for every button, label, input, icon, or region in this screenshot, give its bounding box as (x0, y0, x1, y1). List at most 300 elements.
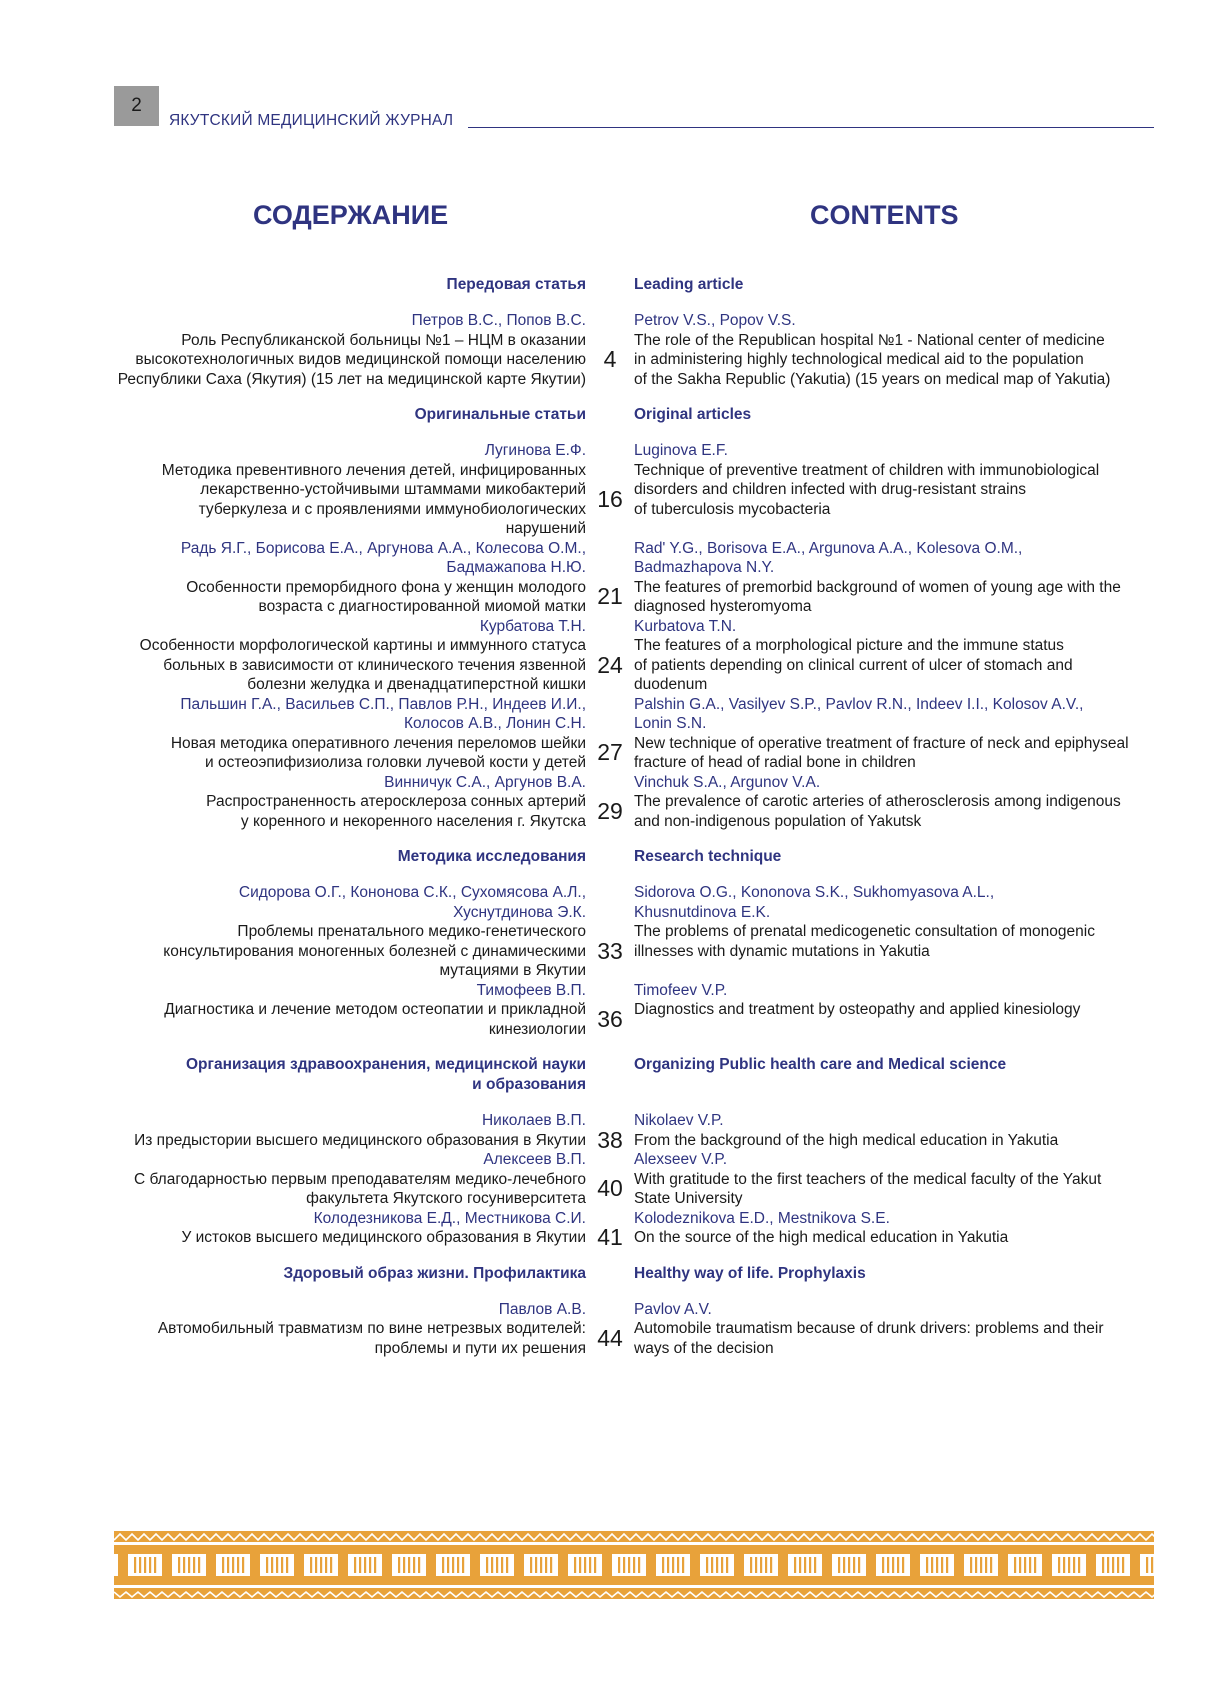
ornament-tick (486, 1557, 488, 1573)
ornament-tick (413, 1557, 415, 1573)
ornament-tick (1019, 1557, 1021, 1573)
ornament-tick (227, 1557, 229, 1573)
ornament-tick (853, 1557, 855, 1573)
entry-title[interactable] (0, 578, 1208, 617)
title-en-line: On the source of the high medical education in Yakutia (634, 1229, 1009, 1246)
ornament-tick (501, 1557, 503, 1573)
title-en-line: of tuberculosis mycobacteria (634, 500, 831, 518)
ornament-tick (540, 1557, 542, 1573)
entry-title[interactable] (0, 461, 1208, 539)
journal-title: ЯКУТСКИЙ МЕДИЦИНСКИЙ ЖУРНАЛ (169, 112, 454, 129)
ornament-tick (374, 1557, 376, 1573)
section-heading-ru (398, 847, 586, 867)
ornament-tick (848, 1557, 850, 1573)
ornament-tick (325, 1557, 327, 1573)
title-en (634, 1131, 1208, 1151)
entry-authors (0, 311, 1208, 331)
ornament-tick (985, 1557, 987, 1573)
authors-ru (0, 617, 586, 637)
ornament-tick (1063, 1557, 1065, 1573)
authors-en-line: Pavlov A.V. (634, 1300, 712, 1318)
ornament-tick (188, 1557, 190, 1573)
section-heading-ru (186, 1055, 586, 1094)
authors-ru-line: Колодезникова Е.Д., Местникова С.И. (313, 1209, 586, 1227)
title-ru-line: болезни желудка и двенадцатиперстной кишки (247, 676, 586, 693)
title-ru (0, 1228, 586, 1248)
ornament-tick (574, 1557, 576, 1573)
ornament-tick (1029, 1557, 1031, 1573)
title-ru (0, 1000, 586, 1039)
ornament-tick (887, 1557, 889, 1573)
title-en-line: From the background of the high medical education in Yakutia (634, 1131, 1059, 1149)
title-ru-line: нарушений (505, 520, 586, 537)
ornament-block (426, 1554, 436, 1576)
page-spacer (586, 311, 634, 331)
title-en (634, 792, 1208, 831)
title-en (634, 461, 1208, 539)
entry-title[interactable] (0, 1170, 1208, 1209)
ornament-tick (149, 1557, 151, 1573)
ornament-tick (496, 1557, 498, 1573)
section-heading-ru-line: Оригинальные статьи (414, 406, 586, 423)
ornament-tick (330, 1557, 332, 1573)
ornament-tick (755, 1557, 757, 1573)
entry-title[interactable] (0, 1126, 1208, 1153)
authors-en-line: Kolodeznikova E.D., Mestnikova S.E. (634, 1209, 890, 1227)
authors-ru (0, 1111, 586, 1131)
title-ru (0, 636, 586, 695)
title-ru-line: консультирования моногенных болезней с динамическими (163, 942, 586, 960)
title-en-line: in administering highly technological medical aid to the population (634, 351, 1084, 368)
entry-title[interactable] (0, 1224, 1208, 1250)
ornament-tick (530, 1557, 532, 1573)
authors-ru (0, 1150, 586, 1170)
authors-en (634, 539, 1208, 578)
section-gap (0, 1358, 1208, 1374)
page-number-ref[interactable]: 16 (597, 485, 623, 512)
ornament-tick (941, 1557, 943, 1573)
authors-en (634, 1150, 1208, 1170)
entry-title[interactable] (0, 734, 1208, 773)
title-en (634, 636, 1208, 695)
authors-en (634, 695, 1208, 734)
section-heading-ru-line: Передовая статья (446, 276, 586, 293)
section-heading (0, 275, 1208, 295)
title-ru (0, 792, 586, 831)
section-gap (0, 1039, 1208, 1055)
ornament-tick (892, 1557, 894, 1573)
title-en (634, 734, 1208, 773)
authors-ru (0, 981, 586, 1001)
ornament-tick (1146, 1557, 1148, 1573)
ornament-tick (628, 1557, 630, 1573)
section-heading-ru-line: Методика исследования (397, 848, 586, 865)
ornament-tick (1014, 1557, 1016, 1573)
page-number-ref[interactable]: 24 (597, 651, 623, 678)
ornament-tick (682, 1557, 684, 1573)
page-number-ref[interactable]: 29 (597, 797, 623, 824)
authors-ru-line: Тимофеев В.П. (476, 981, 586, 999)
authors-en (634, 311, 1208, 331)
ornament-tick (1122, 1557, 1124, 1573)
title-en-line: fracture of head of radial bone in children (634, 754, 916, 771)
ornament-tick (946, 1557, 948, 1573)
contents-title-en: CONTENTS (810, 200, 959, 230)
authors-en-line: Petrov V.S., Popov V.S. (634, 312, 796, 329)
entry-authors (0, 539, 1208, 578)
ornament-tick (447, 1557, 449, 1573)
ornament-tick (457, 1557, 459, 1573)
ornament-tick (980, 1557, 982, 1573)
ornament-tick (281, 1557, 283, 1573)
ornament-tick (134, 1557, 136, 1573)
ornament-tick (222, 1557, 224, 1573)
ornament-tick (364, 1557, 366, 1573)
page-number-ref[interactable]: 40 (597, 1175, 623, 1202)
ornament-tick (975, 1557, 977, 1573)
entry-title[interactable] (0, 922, 1208, 981)
title-ru-line: больных в зависимости от клинического течения язвенной (163, 656, 586, 674)
entry-title[interactable] (0, 636, 1208, 695)
authors-ru (0, 1209, 586, 1229)
authors-ru-line: Алексеев В.П. (483, 1151, 586, 1168)
section-heading-en: Healthy way of life. Prophylaxis (634, 1264, 866, 1282)
section-heading-ru-line: и образования (472, 1075, 586, 1093)
title-ru-line: Особенности морфологической картины и иммунного статуса (139, 637, 586, 654)
title-ru-line: мутациями в Якутии (439, 962, 586, 979)
entry-authors (0, 883, 1208, 922)
title-en-line: Technique of preventive treatment of children with immunobiological (634, 461, 1100, 479)
ornament-tick (765, 1557, 767, 1573)
title-en (634, 331, 1208, 390)
title-ru-line: Автомобильный травматизм по вине нетрезвых водителей: (157, 1320, 586, 1337)
authors-en (634, 441, 1208, 461)
table-of-contents (0, 275, 1208, 1374)
ornament-tick (178, 1557, 180, 1573)
authors-ru-line: Винничук С.А., Аргунов В.А. (384, 773, 586, 791)
title-en (634, 1319, 1208, 1358)
title-en-line: ways of the decision (634, 1339, 774, 1357)
title-en-line: duodenum (634, 676, 708, 693)
section-heading-en: Leading article (634, 276, 744, 293)
ornament-tick (1078, 1557, 1080, 1573)
title-en (634, 1228, 1208, 1248)
ornament-tick (858, 1557, 860, 1573)
authors-ru-line: Петров В.С., Попов В.С. (411, 312, 586, 329)
ornament-tick (276, 1557, 278, 1573)
ornament-tick (931, 1557, 933, 1573)
ornament-tick (452, 1557, 454, 1573)
authors-ru-line: Колосов А.В., Лонин С.Н. (403, 715, 586, 732)
ornament-tick (623, 1557, 625, 1573)
ornament-tick (584, 1557, 586, 1573)
ornament-tick (398, 1557, 400, 1573)
authors-en (634, 883, 1208, 922)
title-ru (0, 922, 586, 981)
title-ru-line: С благодарностью первым преподавателям медико-лечебного (133, 1170, 586, 1188)
ornament-tick (242, 1557, 244, 1573)
title-en-line: of the Sakha Republic (Yakutia) (15 years on medical map of Yakutia) (634, 370, 1111, 388)
ornament-block (778, 1554, 788, 1576)
authors-en-line: Alexseev V.P. (634, 1151, 728, 1168)
section-heading (0, 1055, 1208, 1095)
page-number: 2 (114, 86, 159, 126)
authors-ru-line: Курбатова Т.Н. (479, 617, 586, 635)
ornament-tick (545, 1557, 547, 1573)
authors-en (634, 1111, 1208, 1131)
page-number-ref[interactable]: 38 (597, 1126, 623, 1153)
ornament-tick (589, 1557, 591, 1573)
ornament-block (206, 1554, 216, 1576)
ornament-tick (843, 1557, 845, 1573)
section-heading (0, 847, 1208, 867)
ornament-tick (990, 1557, 992, 1573)
title-en-line: The prevalence of carotic arteries of atherosclerosis among indigenous (634, 793, 1121, 810)
entry-title[interactable] (0, 1000, 1208, 1039)
ornament-block (866, 1554, 876, 1576)
title-ru-line: Особенности преморбидного фона у женщин молодого (186, 578, 586, 596)
ornament-tick (144, 1557, 146, 1573)
page-spacer (586, 773, 634, 793)
title-ru-line: Республики Саха (Якутия) (15 лет на медицинской карте Якутии) (117, 370, 586, 388)
ornament-block (690, 1554, 700, 1576)
ornament-tick (139, 1557, 141, 1573)
authors-ru-line: Бадмажапова Н.Ю. (446, 559, 586, 576)
ornament-tick (506, 1557, 508, 1573)
title-en-line: Automobile traumatism because of drunk drivers: problems and their (634, 1320, 1104, 1337)
authors-ru-line: Радь Я.Г., Борисова Е.А., Аргунова А.А., Колесова О.М., (180, 539, 586, 557)
section-heading-ru (447, 275, 586, 295)
authors-en-line: Badmazhapova N.Y. (634, 559, 775, 576)
title-en-line: illnesses with dynamic mutations in Yakutia (634, 942, 930, 960)
authors-ru-line: Сидорова О.Г., Кононова С.К., Сухомясова А.Л., (238, 884, 586, 901)
ornament-block (118, 1554, 128, 1576)
title-ru (0, 734, 586, 773)
title-ru (0, 1319, 586, 1358)
title-en-line: The features of premorbid background of women of young age with the (634, 578, 1121, 596)
entry-title[interactable] (0, 1319, 1208, 1358)
title-en-line: The problems of prenatal medicogenetic consultation of monogenic (634, 923, 1095, 940)
authors-en-line: Sidorova O.G., Kononova S.K., Sukhomyasova A.L., (634, 884, 995, 901)
ornament-tick (408, 1557, 410, 1573)
authors-ru-line: Хуснутдинова Э.К. (453, 903, 586, 921)
title-en-line: State University (634, 1190, 743, 1207)
ornament-tick (799, 1557, 801, 1573)
ornament-tick (183, 1557, 185, 1573)
section-gap (0, 831, 1208, 847)
authors-ru (0, 773, 586, 793)
entry-authors (0, 773, 1208, 793)
title-ru-line: Диагностика и лечение методом остеопатии и прикладной (164, 1001, 586, 1018)
ornament-tick (770, 1557, 772, 1573)
title-ru (0, 1131, 586, 1151)
ornament-tick (638, 1557, 640, 1573)
ornament-tick (1117, 1557, 1119, 1573)
ornament-tick (198, 1557, 200, 1573)
ornament-tick (232, 1557, 234, 1573)
authors-ru (0, 311, 586, 331)
ornament-tick (354, 1557, 356, 1573)
section-heading-ru-line: Организация здравоохранения, медицинской науки (185, 1056, 586, 1073)
authors-ru-line: Павлов А.В. (498, 1300, 586, 1318)
authors-en-line: Luginova E.F. (634, 442, 728, 459)
title-en-line: Diagnostics and treatment by osteopathy and applied kinesiology (634, 1001, 1081, 1018)
title-en-line: The features of a morphological picture and the immune status (634, 637, 1064, 654)
ornament-block (338, 1554, 348, 1576)
authors-en (634, 617, 1208, 637)
title-ru-line: возраста с диагностированной миомой матки (258, 598, 586, 615)
page-number-ref[interactable]: 33 (597, 937, 623, 964)
page-spacer (586, 695, 634, 734)
title-ru (0, 1170, 586, 1209)
ornament-tick (804, 1557, 806, 1573)
page-spacer (586, 981, 634, 1001)
ornament-tick (1102, 1557, 1104, 1573)
ornament-tick (193, 1557, 195, 1573)
ornament-tick (1073, 1557, 1075, 1573)
ornament-block (382, 1554, 392, 1576)
ornament-tick (579, 1557, 581, 1573)
ornament-tick (809, 1557, 811, 1573)
title-ru-line: Из предыстории высшего медицинского образования в Якутии (134, 1131, 586, 1149)
ornament-tick (369, 1557, 371, 1573)
ornament-tick (1034, 1557, 1036, 1573)
ornament-tick (271, 1557, 273, 1573)
ornament-tick (667, 1557, 669, 1573)
section-heading-ru-line: Здоровый образ жизни. Профилактика (283, 1264, 586, 1282)
section-heading-en: Organizing Public health care and Medical science (634, 1056, 1007, 1073)
ornament-tick (237, 1557, 239, 1573)
ornament-tick (535, 1557, 537, 1573)
section-gap (0, 389, 1208, 405)
ornament-block (602, 1554, 612, 1576)
page-number-ref[interactable]: 41 (597, 1224, 623, 1250)
authors-en-line: Timofeev V.P. (634, 981, 728, 999)
ornament-tick (936, 1557, 938, 1573)
title-en (634, 578, 1208, 617)
ornament-tick (266, 1557, 268, 1573)
ornament-tick (1024, 1557, 1026, 1573)
authors-ru (0, 883, 586, 922)
title-ru-line: высокотехнологичных видов медицинской помощи населению (135, 351, 586, 368)
ornament-tick (462, 1557, 464, 1573)
ornament-tick (711, 1557, 713, 1573)
ornament-stripe-bottom (114, 1585, 1154, 1588)
page-spacer (586, 617, 634, 637)
authors-en-line: Palshin G.A., Vasilyev S.P., Pavlov R.N., Indeev I.I., Kolosov A.V., (634, 695, 1084, 713)
ornament-tick (897, 1557, 899, 1573)
ornament-tick (721, 1557, 723, 1573)
authors-en-line: Khusnutdinova E.K. (634, 903, 771, 921)
authors-en-line: Lonin S.N. (634, 715, 707, 732)
ornament-tick (359, 1557, 361, 1573)
authors-en (634, 981, 1208, 1001)
title-en-line: The role of the Republican hospital №1 - National center of medicine (634, 331, 1105, 349)
ornament-tick (594, 1557, 596, 1573)
ornament-tick (1151, 1557, 1153, 1573)
authors-en-line: Nikolaev V.P. (634, 1112, 724, 1129)
title-en-line: New technique of operative treatment of fracture of neck and epiphyseal (634, 734, 1129, 752)
ornament-tick (618, 1557, 620, 1573)
section-heading-ru (284, 1264, 587, 1284)
authors-en (634, 773, 1208, 793)
title-ru-line: туберкулеза и с проявлениями иммунобиологических (198, 500, 586, 518)
entry-title[interactable] (0, 331, 1208, 390)
entry-authors (0, 617, 1208, 637)
ornament-tick (315, 1557, 317, 1573)
entry-authors (0, 981, 1208, 1001)
title-ru-line: кинезиологии (488, 1020, 586, 1038)
section-heading-en: Research technique (634, 848, 782, 865)
page-number-ref[interactable]: 4 (603, 346, 617, 372)
ornament-block (998, 1554, 1008, 1576)
title-en-line: and non-indigenous population of Yakutsk (634, 812, 922, 830)
ornament-tick (760, 1557, 762, 1573)
title-ru-line: Роль Республиканской больницы №1 – НЦМ в оказании (181, 331, 586, 349)
ornament-block (294, 1554, 304, 1576)
title-ru-line: проблемы и пути их решения (374, 1339, 586, 1357)
title-ru-line: лекарственно-устойчивыми штаммами микобактерий (200, 481, 586, 498)
title-en (634, 1000, 1208, 1039)
page-number-ref[interactable]: 36 (597, 1005, 623, 1032)
authors-en (634, 1209, 1208, 1229)
entry-title[interactable] (0, 792, 1208, 831)
ornament-tick (662, 1557, 664, 1573)
entry-authors (0, 1300, 1208, 1320)
ornament-block (734, 1554, 744, 1576)
page-number-ref[interactable]: 21 (597, 583, 623, 610)
ornament-stripe-top (114, 1542, 1154, 1545)
title-ru-line: у коренного и некоренного населения г. Якутска (240, 812, 586, 830)
ornament-block (558, 1554, 568, 1576)
title-en-line: disorders and children infected with drug-resistant strains (634, 481, 1026, 498)
contents-title-ru: СОДЕРЖАНИЕ (253, 200, 449, 230)
ornament-block (910, 1554, 920, 1576)
ornament-tick (1112, 1557, 1114, 1573)
authors-ru-line: Николаев В.П. (481, 1112, 586, 1129)
ornament-tick (320, 1557, 322, 1573)
authors-ru-line: Пальшин Г.А., Васильев С.П., Павлов Р.Н., Индеев И.И., (180, 695, 586, 713)
page-number-ref[interactable]: 27 (597, 739, 623, 766)
ornament-block (162, 1554, 172, 1576)
ornament-tick (1068, 1557, 1070, 1573)
ornament-tick (750, 1557, 752, 1573)
section-heading (0, 405, 1208, 425)
ornament-tick (154, 1557, 156, 1573)
ornament-tick (814, 1557, 816, 1573)
authors-ru (0, 441, 586, 461)
ornament-block (514, 1554, 524, 1576)
ornament-tick (706, 1557, 708, 1573)
title-ru-line: Методика превентивного лечения детей, инфицированных (161, 461, 586, 479)
page-number-ref[interactable]: 44 (597, 1324, 623, 1351)
ornament-tick (970, 1557, 972, 1573)
ornament-tick (1107, 1557, 1109, 1573)
ornament-block (470, 1554, 480, 1576)
title-ru-line: и остеоэпифизиолиза головки лучевой кости у детей (205, 754, 586, 771)
ornament-block (822, 1554, 832, 1576)
authors-ru (0, 695, 586, 734)
entry-authors (0, 1150, 1208, 1170)
title-en (634, 922, 1208, 981)
page-spacer (586, 1300, 634, 1320)
page-spacer (586, 1150, 634, 1170)
ornament-tick (902, 1557, 904, 1573)
ornament-block (1086, 1554, 1096, 1576)
ornament-tick (926, 1557, 928, 1573)
title-en (634, 1170, 1208, 1209)
section-heading-ru (415, 405, 586, 425)
